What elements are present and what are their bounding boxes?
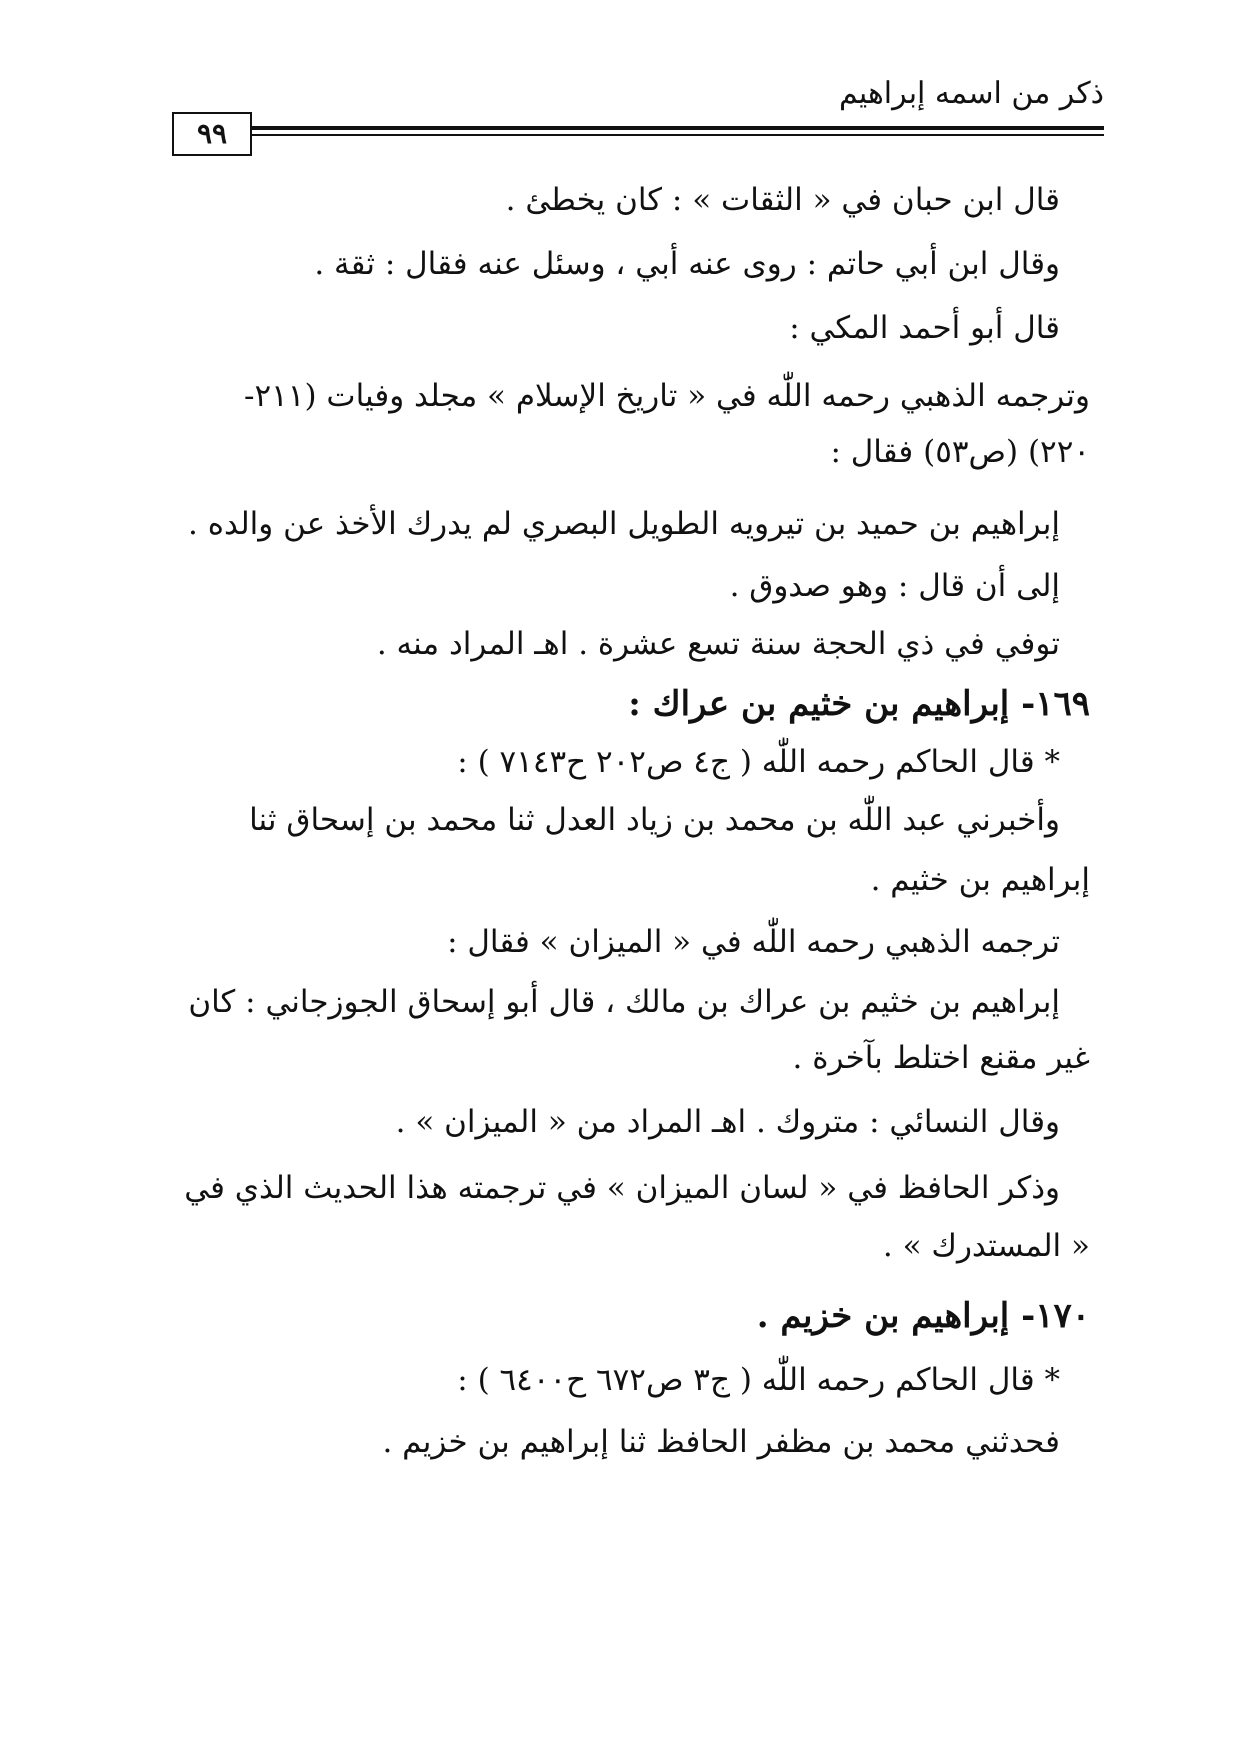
text-line: وترجمه الذهبي رحمه اللّٰه في « تاريخ الإسلام » مجلد وفيات (٢١١-: [244, 378, 1090, 414]
text-line: توفي في ذي الحجة سنة تسع عشرة . اهـ المراد منه .: [376, 626, 1060, 662]
header-rule-thin: [252, 134, 1104, 136]
text-line: إلى أن قال : وهو صدوق .: [729, 568, 1060, 604]
text-line: إبراهيم بن حميد بن تيرويه الطويل البصري لم يدرك الأخذ عن والده .: [188, 506, 1060, 542]
text-line: إبراهيم بن خثيم بن عراك بن مالك ، قال أبو إسحاق الجوزجاني : كان: [188, 984, 1060, 1020]
entry-heading-170: ١٧٠- إبراهيم بن خزيم .: [756, 1296, 1090, 1336]
entry-heading-169: ١٦٩- إبراهيم بن خثيم بن عراك :: [628, 684, 1090, 724]
text-line: غير مقنع اختلط بآخرة .: [792, 1040, 1090, 1076]
text-line: قال ابن حبان في « الثقات » : كان يخطئ .: [505, 182, 1060, 218]
running-header-title: ذكر من اسمه إبراهيم: [838, 76, 1104, 111]
text-line: ٢٢٠) (ص٥٣) فقال :: [830, 434, 1090, 470]
text-line: ترجمه الذهبي رحمه اللّٰه في « الميزان » فقال :: [447, 924, 1060, 960]
page-number-box: [172, 112, 252, 156]
text-line: قال أبو أحمد المكي :: [789, 310, 1060, 346]
text-line: فحدثني محمد بن مظفر الحافظ ثنا إبراهيم بن خزيم .: [382, 1424, 1060, 1460]
text-line: وذكر الحافظ في « لسان الميزان » في ترجمته هذا الحديث الذي في: [184, 1170, 1060, 1206]
text-line: إبراهيم بن خثيم .: [870, 862, 1090, 898]
text-line: وقال ابن أبي حاتم : روى عنه أبي ، وسئل عنه فقال : ثقة .: [314, 246, 1060, 282]
header-rule-thick: [252, 126, 1104, 130]
text-line: * قال الحاكم رحمه اللّٰه ( ج٣ ص٦٧٢ ح٦٤٠٠ ) :: [457, 1362, 1060, 1398]
text-line: وقال النسائي : متروك . اهـ المراد من « الميزان » .: [395, 1104, 1060, 1140]
text-line: * قال الحاكم رحمه اللّٰه ( ج٤ ص٢٠٢ ح٧١٤٣ ) :: [457, 744, 1060, 780]
text-line: وأخبرني عبد اللّٰه بن محمد بن زياد العدل ثنا محمد بن إسحاق ثنا: [249, 802, 1060, 838]
text-line: « المستدرك » .: [882, 1228, 1090, 1264]
page-number: ٩٩: [196, 117, 228, 150]
